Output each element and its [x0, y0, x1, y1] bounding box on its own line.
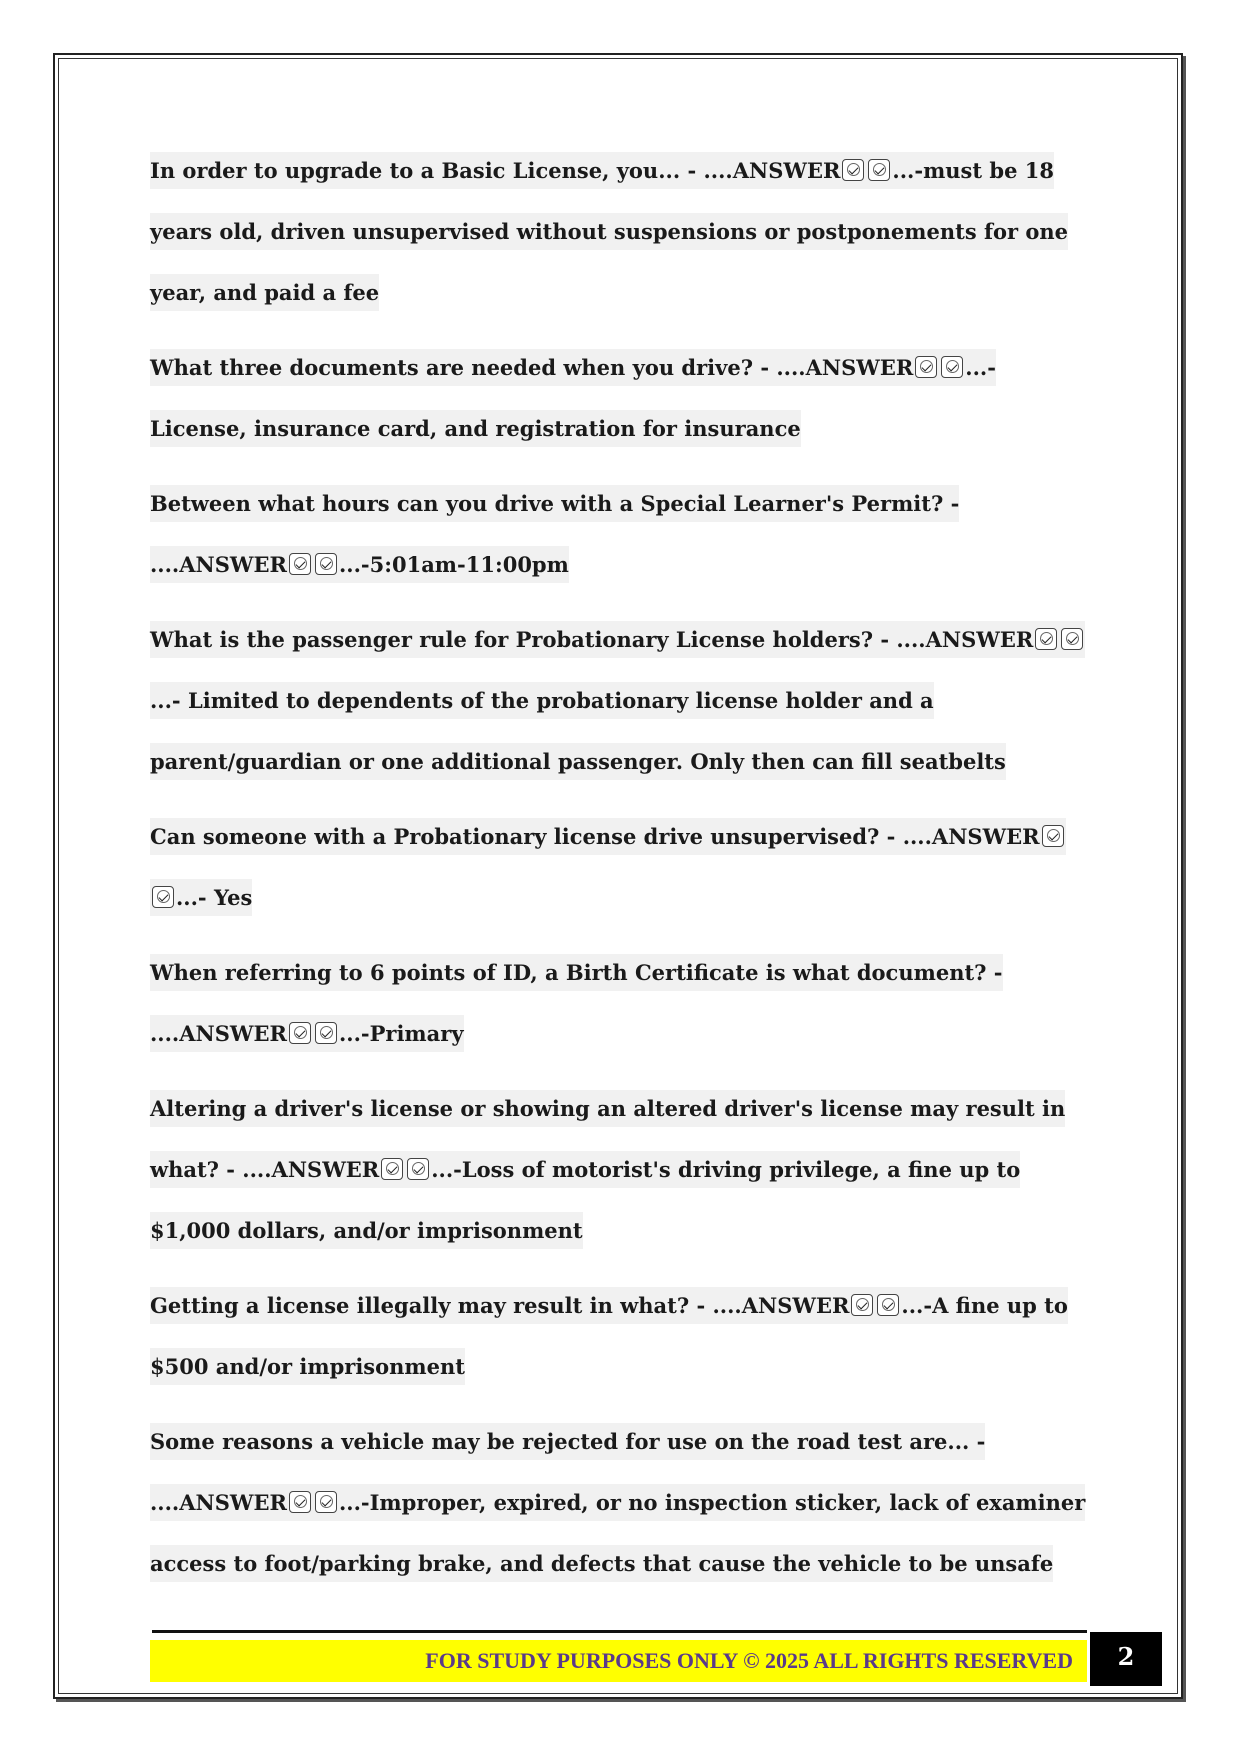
question-text: Getting a license illegally may result in what? - ....ANSWER — [150, 1293, 850, 1318]
check-box-icon — [915, 356, 937, 378]
footer-band — [150, 1640, 1087, 1682]
answer-text: ...- Limited to dependents of the probationary license holder and a parent/guardian or one additional passenger. Only then can fill seatbelts — [150, 688, 1006, 774]
footer-copyright: FOR STUDY PURPOSES ONLY © 2025 ALL RIGHTS RESERVED — [425, 1648, 1073, 1673]
qa-item — [150, 1275, 1090, 1397]
qa-item — [150, 1078, 1090, 1261]
check-box-icon — [289, 1022, 311, 1044]
qa-item — [150, 806, 1090, 928]
answer-text: ...-must be 18 years old, driven unsupervised without suspensions or postponements for one year, and paid a fee — [150, 158, 1069, 305]
check-box-icon — [868, 159, 890, 181]
check-box-icon — [315, 1491, 337, 1513]
check-box-icon — [1042, 825, 1064, 847]
check-box-icon — [289, 1491, 311, 1513]
check-box-icon — [315, 1022, 337, 1044]
check-box-icon — [877, 1294, 899, 1316]
qa-item — [150, 609, 1090, 792]
check-box-icon — [315, 553, 337, 575]
answer-text: ...-License, insurance card, and registration for insurance — [150, 355, 996, 441]
page-number: 2 — [1090, 1632, 1162, 1686]
footer-rule — [152, 1630, 1087, 1633]
question-text: Can someone with a Probationary license drive unsupervised? - ....ANSWER — [150, 824, 1040, 849]
check-box-icon — [1061, 628, 1083, 650]
check-box-icon — [842, 159, 864, 181]
check-box-icon — [381, 1158, 403, 1180]
check-box-icon — [851, 1294, 873, 1316]
qa-item — [150, 337, 1090, 459]
check-box-icon — [407, 1158, 429, 1180]
question-text: What three documents are needed when you drive? - ....ANSWER — [150, 355, 914, 380]
question-text: What is the passenger rule for Probationary License holders? - ....ANSWER — [150, 627, 1034, 652]
qa-item — [150, 140, 1090, 323]
qa-item — [150, 1411, 1090, 1594]
check-box-icon — [941, 356, 963, 378]
question-text: When referring to 6 points of ID, a Birth Certificate is what document? - ....ANSWER — [150, 960, 1003, 1046]
answer-text: ...-Improper, expired, or no inspection sticker, lack of examiner access to foot/parking brake, and defects that cause the vehicle to be unsafe — [150, 1490, 1086, 1576]
question-text: Between what hours can you drive with a Special Learner's Permit? - ....ANSWER — [150, 491, 960, 577]
qa-list — [150, 140, 1090, 1608]
check-box-icon — [1035, 628, 1057, 650]
answer-text: ...-5:01am-11:00pm — [338, 552, 569, 577]
answer-text: ...-Primary — [338, 1021, 464, 1046]
answer-text: ...-Loss of motorist's driving privilege, a fine up to $1,000 dollars, and/or imprisonment — [150, 1157, 1021, 1243]
question-text: Altering a driver's license or showing an altered driver's license may result in what? - ....ANSWER — [150, 1096, 1066, 1182]
check-box-icon — [152, 886, 174, 908]
qa-item — [150, 473, 1090, 595]
check-box-icon — [289, 553, 311, 575]
question-text: Some reasons a vehicle may be rejected for use on the road test are... - ....ANSWER — [150, 1429, 986, 1515]
qa-item — [150, 942, 1090, 1064]
question-text: In order to upgrade to a Basic License, you... - ....ANSWER — [150, 158, 841, 183]
answer-text: ...-A fine up to $500 and/or imprisonment — [150, 1293, 1068, 1379]
answer-text: ...- Yes — [176, 885, 253, 910]
